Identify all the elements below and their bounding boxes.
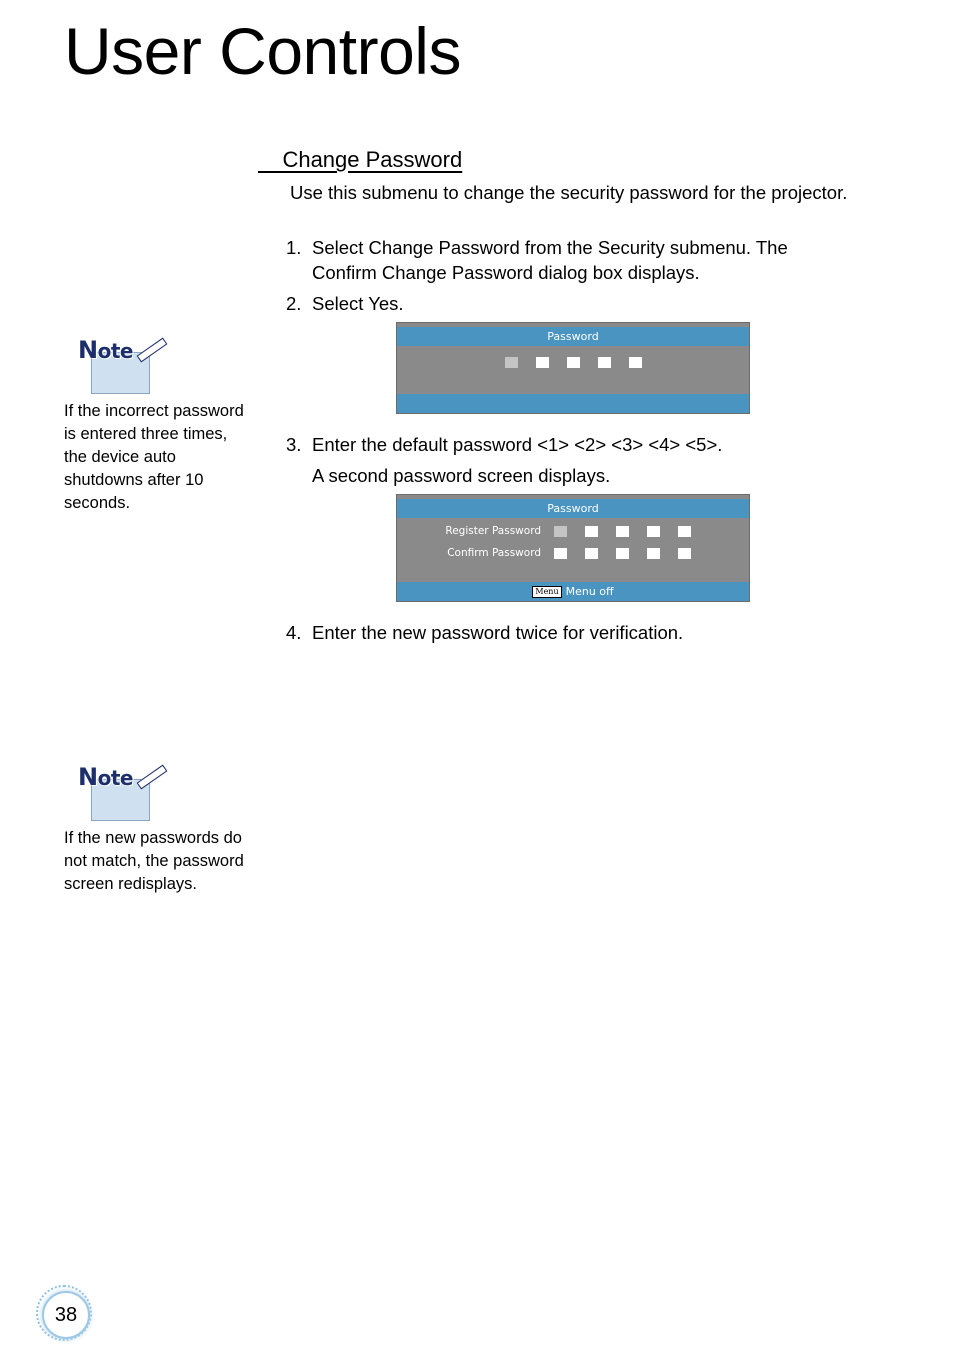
confirm-password-row (397, 544, 749, 562)
step-text: Enter the default password <1> <2> <3> <4> <5>. (312, 434, 723, 455)
step-number: 4. (286, 622, 302, 643)
step-3 (286, 433, 856, 458)
password-digit-box[interactable] (598, 357, 611, 368)
step-number: 3. (286, 434, 302, 455)
pen-icon (137, 338, 168, 363)
password-dialog-footer (397, 394, 749, 413)
note-icon (64, 763, 164, 809)
step-2 (286, 292, 856, 317)
password-digit-box[interactable] (536, 357, 549, 368)
password-digit-box[interactable] (585, 526, 598, 537)
password-digit-box[interactable] (629, 357, 642, 368)
password-dialog (396, 322, 750, 414)
page-title: User Controls (64, 14, 461, 88)
step-3-followup: A second password screen displays. (312, 465, 611, 486)
step-4 (286, 621, 856, 646)
password-digit-box[interactable] (585, 548, 598, 559)
section-heading: Change Password (258, 147, 463, 172)
step-text: Select Change Password from the Security submenu. The Confirm Change Password dialog box displays. (312, 237, 788, 283)
confirm-password-label: Confirm Password (447, 547, 541, 559)
register-password-row (397, 522, 749, 540)
step-text: Select Yes. (312, 293, 404, 314)
step-number: 1. (286, 237, 302, 258)
register-password-label: Register Password (445, 525, 541, 537)
step-number: 2. (286, 293, 302, 314)
password-digit-box[interactable] (567, 357, 580, 368)
password-digit-row (397, 346, 749, 371)
password-digit-box[interactable] (678, 526, 691, 537)
password-digit-box[interactable] (647, 548, 660, 559)
password-digit-box[interactable] (554, 548, 567, 559)
note-text: If the incorrect password is entered three times, the device auto shutdowns after 10 seconds. (64, 402, 244, 512)
password-digit-box[interactable] (616, 526, 629, 537)
note-text: If the new passwords do not match, the password screen redisplays. (64, 829, 244, 893)
step-text: Enter the new password twice for verification. (312, 622, 684, 643)
password-digit-box[interactable] (647, 526, 660, 537)
menu-key-icon[interactable]: Menu (532, 586, 561, 598)
note-badge-label: Note (78, 763, 133, 791)
password-dialog-title: Password (397, 327, 749, 346)
register-dialog-title: Password (397, 499, 749, 518)
register-dialog-footer (397, 582, 749, 601)
register-password-dialog (396, 494, 750, 602)
step-1 (286, 236, 856, 285)
note-badge-label: Note (78, 336, 133, 364)
password-digit-box[interactable] (505, 357, 518, 368)
password-digit-box[interactable] (554, 526, 567, 537)
note-icon (64, 336, 164, 382)
page-number-badge (36, 1285, 92, 1341)
password-digit-box[interactable] (678, 548, 691, 559)
note-incorrect-password (64, 336, 254, 515)
note-password-mismatch (64, 763, 254, 896)
intro-text: Use this submenu to change the security password for the projector. (290, 182, 848, 203)
password-digit-box[interactable] (616, 548, 629, 559)
page-number: 38 (42, 1291, 90, 1339)
menu-off-label: Menu off (565, 585, 614, 598)
pen-icon (137, 765, 168, 790)
